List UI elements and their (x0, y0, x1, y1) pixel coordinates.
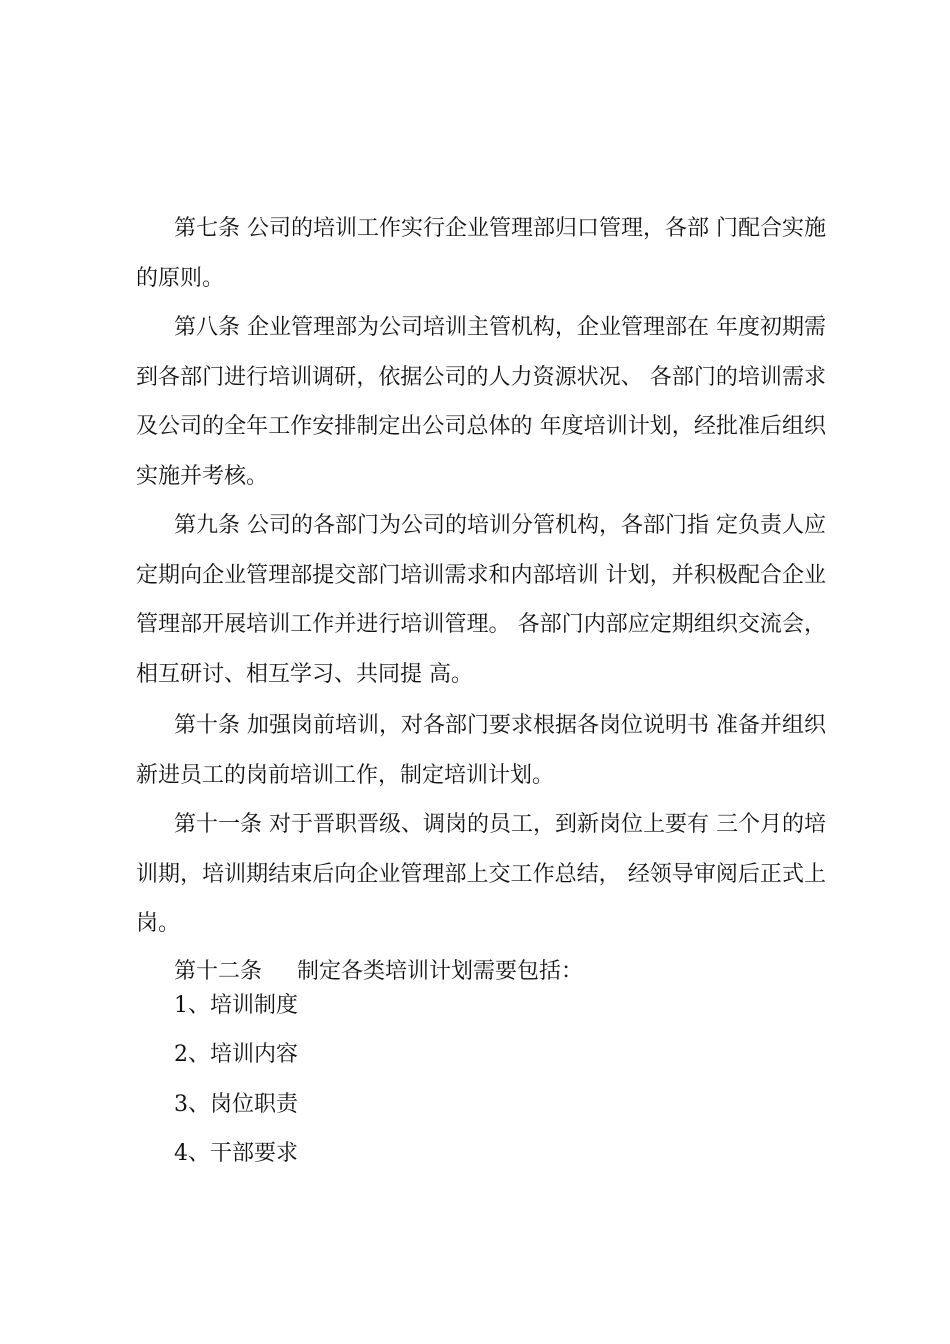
list-item: 2、培训内容 (174, 1042, 298, 1067)
article-9-paragraph: 第九条 公司的各部门为公司的培训分管机构，各部门指 定负责人应定期向企业管理部提交部门培训需求和内部培训 计划，并积极配合企业管理部开展培训工作并进行培训管理。 各部门内部应定期组织交流会，相互研讨、相互学习、共同提 高。 (136, 513, 826, 687)
article-7-paragraph: 第七条 公司的培训工作实行企业管理部归口管理，各部 门配合实施的原则。 (136, 216, 826, 291)
article-12-heading: 第十二条 制定各类培训计划需要包括： (174, 959, 583, 984)
list-item: 1、培训制度 (174, 993, 298, 1018)
article-8-paragraph: 第八条 企业管理部为公司培训主管机构，企业管理部在 年度初期需到各部门进行培训调研，依据公司的人力资源状况、 各部门的培训需求及公司的全年工作安排制定出公司总体的 年度培训计划，经批准后组织实施并考核。 (136, 315, 826, 489)
list-item: 4、干部要求 (174, 1141, 298, 1166)
article-11-paragraph: 第十一条 对于晋职晋级、调岗的员工，到新岗位上要有 三个月的培训期，培训期结束后向企业管理部上交工作总结， 经领导审阅后正式上岗。 (136, 812, 826, 936)
article-10-paragraph: 第十条 加强岗前培训，对各部门要求根据各岗位说明书 准备并组织新进员工的岗前培训工作，制定培训计划。 (136, 713, 826, 788)
list-item: 3、岗位职责 (174, 1092, 298, 1117)
